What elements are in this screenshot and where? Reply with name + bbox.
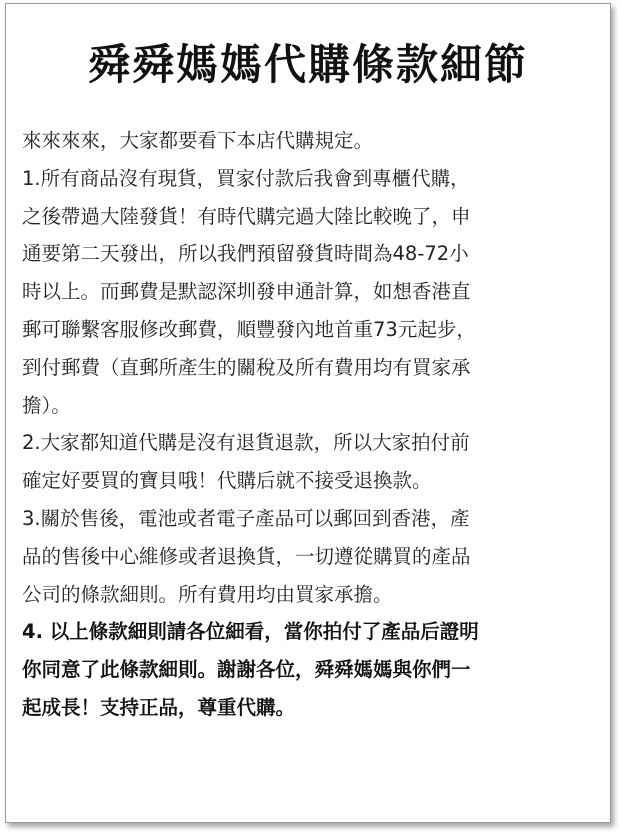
terms-line: 時以上。而郵費是默認深圳發申通計算，如想香港直 xyxy=(22,280,471,304)
page-title: 舜舜媽媽代購條款細節 xyxy=(87,40,528,89)
terms-line-bold: 4. 以上條款細則請各位細看，當你拍付了產品后證明 xyxy=(22,620,479,644)
terms-line: 到付郵費（直郵所產生的關稅及所有費用均有買家承 xyxy=(22,355,471,379)
terms-line: 來來來來，大家都要看下本店代購規定。 xyxy=(22,129,374,152)
terms-line: 之後帶過大陸發貨！有時代購完過大陸比較晚了，申 xyxy=(22,204,471,228)
terms-line-bold: 你同意了此條款細則。謝謝各位，舜舜媽媽與你們一 xyxy=(22,658,471,682)
terms-line-bold: 起成長！支持正品，尊重代購。 xyxy=(22,695,296,719)
terms-line: 1.所有商品沒有現貨，買家付款后我會到專櫃代購， xyxy=(22,166,470,190)
notice-card xyxy=(5,3,611,823)
terms-line: 2.大家都知道代購是沒有退貨退款，所以大家拍付前 xyxy=(22,431,470,455)
terms-line: 通要第二天發出，所以我們預留發貨時間為48-72小 xyxy=(22,242,469,266)
terms-line: 郵可聯繫客服修改郵費，順豐發內地首重73元起步， xyxy=(22,317,476,341)
terms-line: 擔）。 xyxy=(22,393,71,417)
terms-line: 確定好要買的寶貝哦！代購后就不接受退換款。 xyxy=(22,469,432,493)
terms-line: 品的售後中心維修或者退換貨，一切遵從購買的產品 xyxy=(22,544,471,568)
terms-body xyxy=(22,122,596,727)
terms-line: 3.關於售後，電池或者電子產品可以郵回到香港，產 xyxy=(22,506,470,530)
terms-line: 公司的條款細則。所有費用均由買家承擔。 xyxy=(22,582,393,606)
